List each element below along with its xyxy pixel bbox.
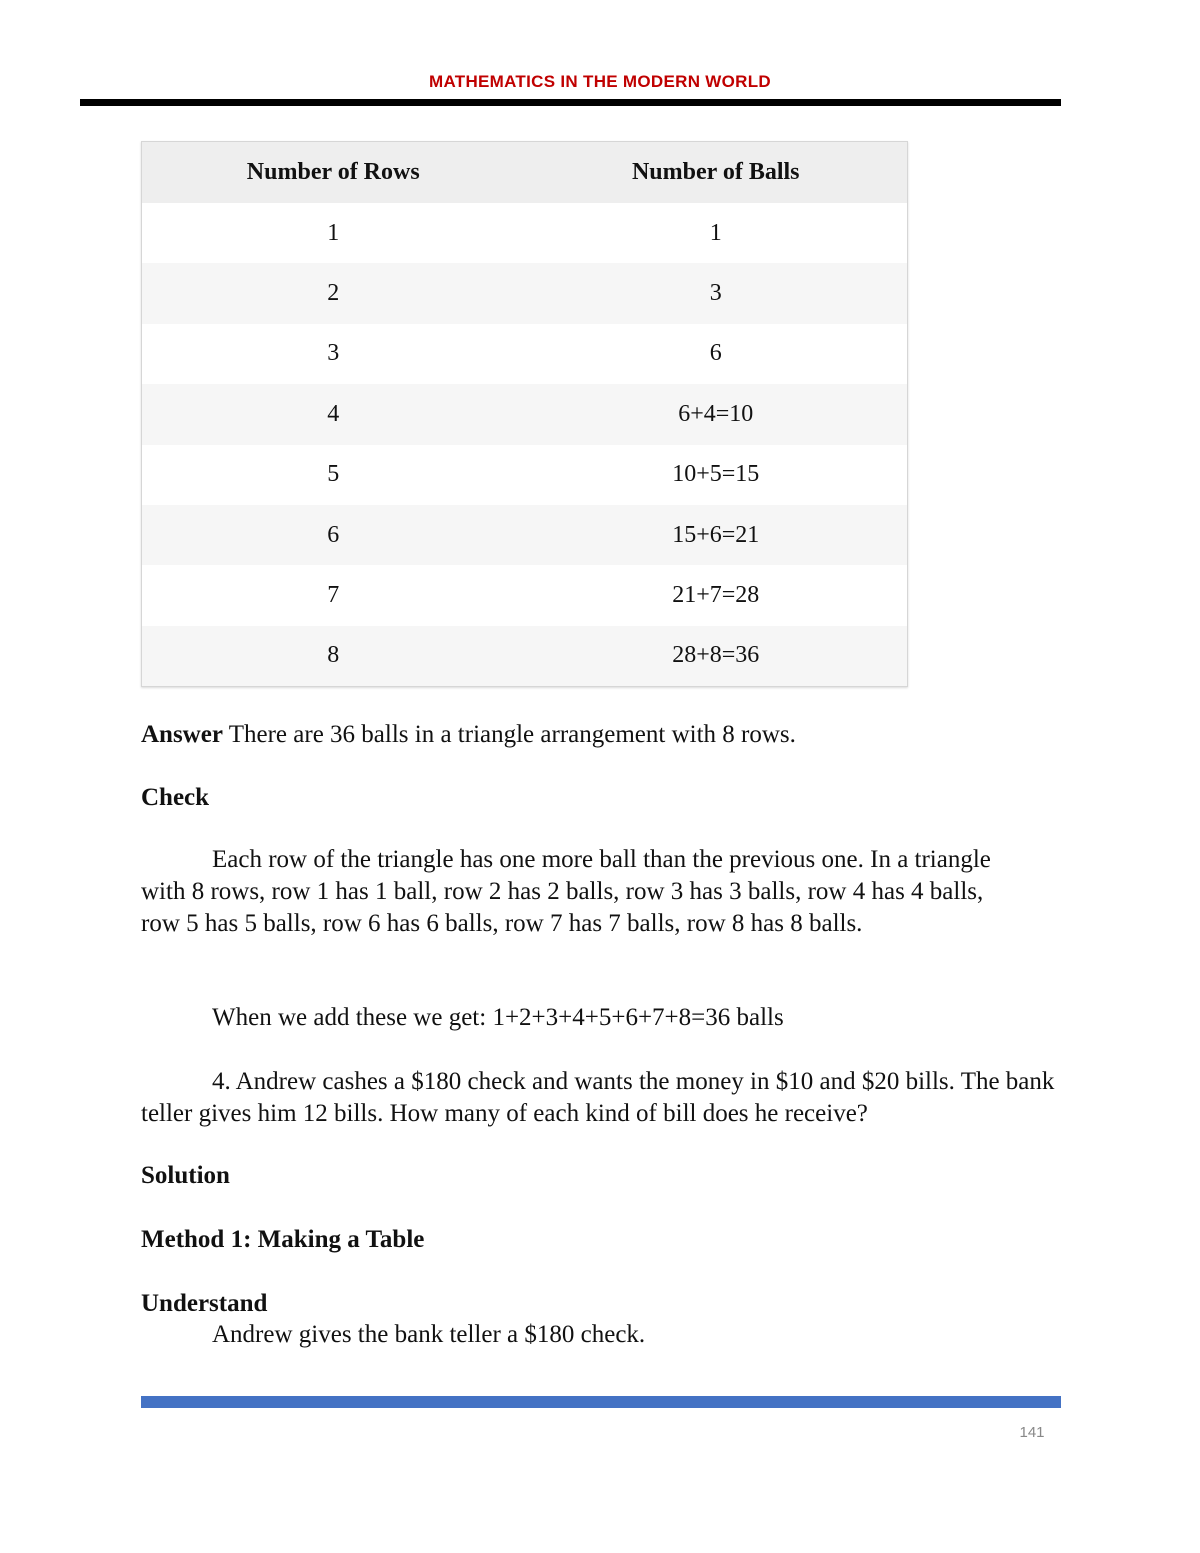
data-table xyxy=(142,142,907,686)
table-cell: 10+5=15 xyxy=(672,461,760,488)
footer-rule xyxy=(141,1396,1061,1408)
running-header-title: MATHEMATICS IN THE MODERN WORLD xyxy=(428,72,772,91)
table-cell: 5 xyxy=(327,461,340,488)
table-cell: 28+8=36 xyxy=(525,626,908,686)
table-cell: 7 xyxy=(327,581,340,608)
answer-label: Answer xyxy=(141,721,223,748)
problem-4: 4. Andrew cashes a $180 check and wants the money in $10 and $20 bills. The bank teller gives him 12 bills. How many of each kind of bill does he receive? xyxy=(141,1068,1055,1127)
table-cell: 6 xyxy=(142,505,525,565)
table-cell: 6 xyxy=(709,340,722,367)
table-cell: 1 xyxy=(327,219,340,246)
column-header-balls: Number of Balls xyxy=(525,142,908,203)
table-row xyxy=(142,203,907,263)
table-row xyxy=(142,263,907,323)
table-cell: 1 xyxy=(709,219,722,246)
check-heading: Check xyxy=(141,784,210,811)
table-row xyxy=(142,384,907,444)
table-cell: 8 xyxy=(142,626,525,686)
answer-text: There are 36 balls in a triangle arrangement with 8 rows. xyxy=(222,721,796,748)
table-header-row xyxy=(142,142,907,203)
table-cell: 3 xyxy=(525,263,908,323)
page-number: 141 xyxy=(1019,1424,1045,1441)
understand-text: Andrew gives the bank teller a $180 check. xyxy=(212,1321,646,1348)
check-paragraph: Each row of the triangle has one more ball than the previous one. In a triangle with 8 rows, row 1 has 1 ball, row 2 has 2 balls, row 3 has 3 balls, row 4 has 4 balls, row 5 has 5 balls, row 6 has 6 balls, row 7 has 7 balls, row 8 has 8 balls. xyxy=(141,846,991,937)
table-cell: 2 xyxy=(142,263,525,323)
table-cell: 4 xyxy=(142,384,525,444)
column-header-rows: Number of Rows xyxy=(142,142,525,203)
table-row xyxy=(142,626,907,686)
table-row xyxy=(142,445,907,505)
table-row xyxy=(142,324,907,384)
method-heading: Method 1: Making a Table xyxy=(141,1226,425,1253)
header-rule xyxy=(80,99,1061,106)
table-row xyxy=(142,565,907,625)
understand-heading: Understand xyxy=(141,1290,268,1317)
balls-table xyxy=(141,141,908,687)
table-cell: 3 xyxy=(327,340,340,367)
table-row xyxy=(142,505,907,565)
table-cell: 6+4=10 xyxy=(525,384,908,444)
table-cell: 21+7=28 xyxy=(672,581,760,608)
sum-line: When we add these we get: 1+2+3+4+5+6+7+8=36 balls xyxy=(212,1004,784,1031)
table-cell: 15+6=21 xyxy=(525,505,908,565)
answer-paragraph xyxy=(141,719,1041,751)
solution-heading: Solution xyxy=(141,1162,230,1189)
